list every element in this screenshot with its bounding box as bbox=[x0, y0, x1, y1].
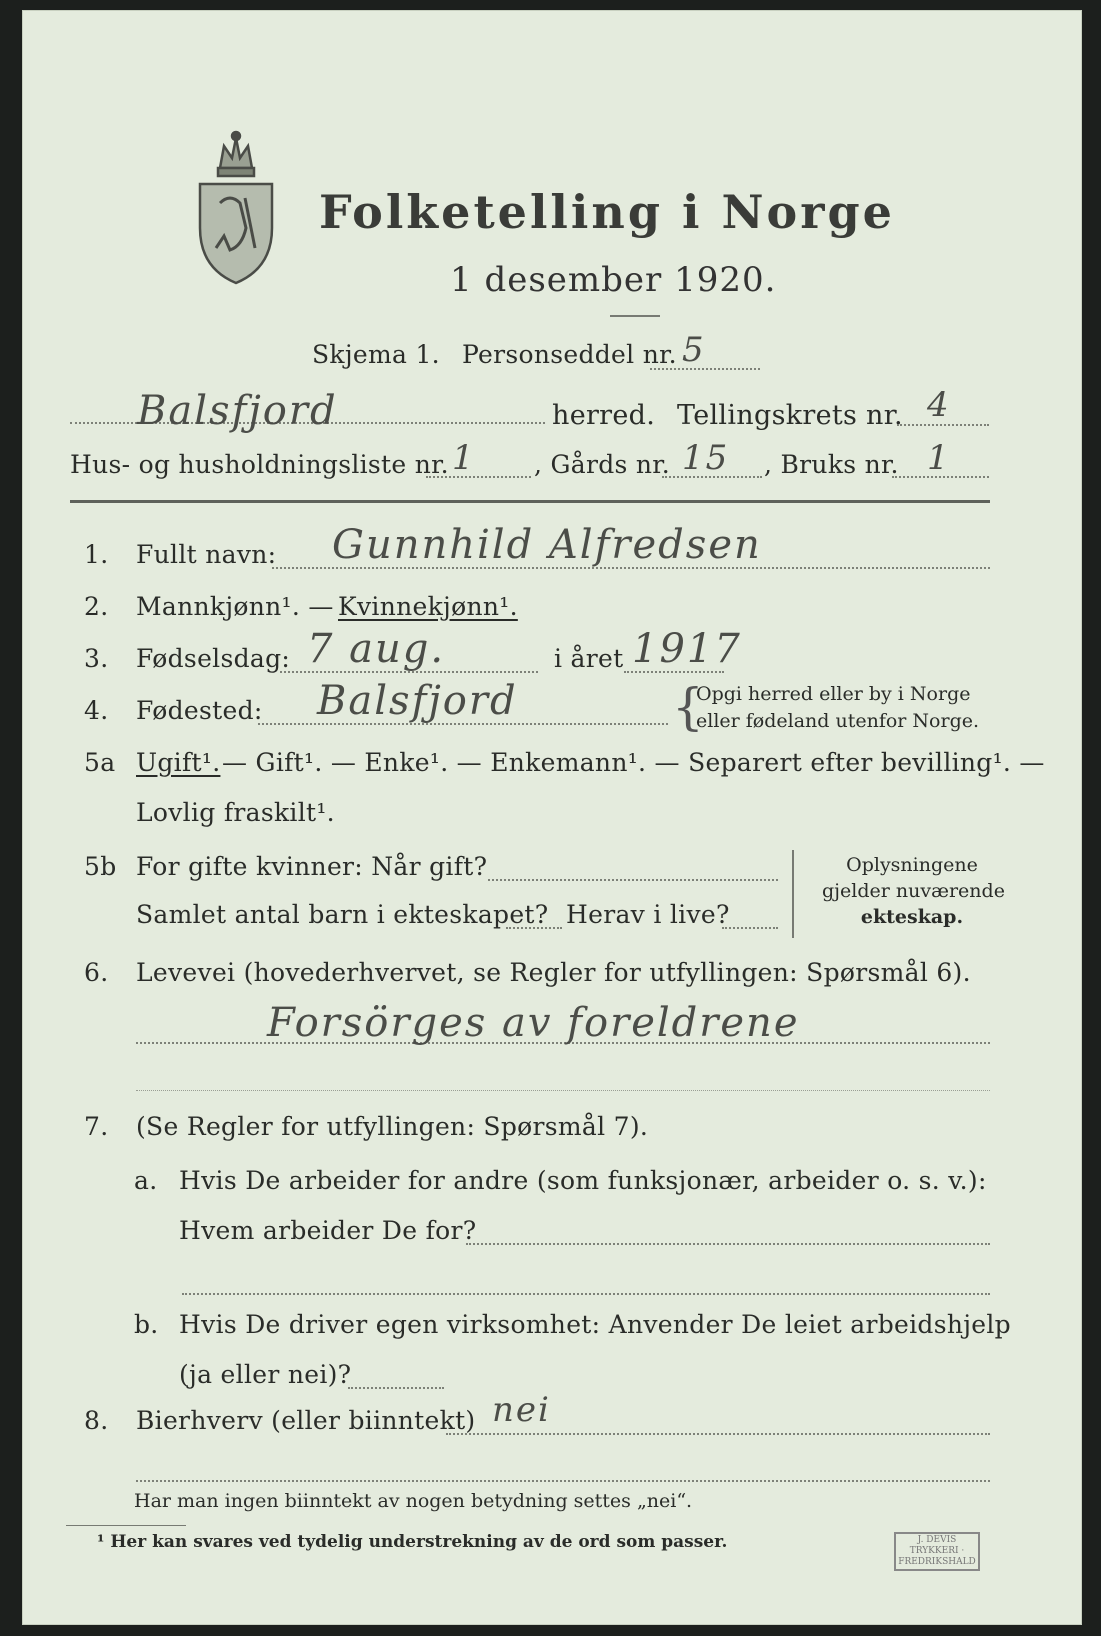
q7b-text: Hvis De driver egen virksomhet: Anvender De leiet arbeidshjelp bbox=[179, 1310, 1011, 1339]
occupation-value: Forsörges av foreldrene bbox=[267, 1000, 800, 1046]
q5b-note-2: gjelder nuværende bbox=[822, 880, 1005, 902]
census-date: 1 desember 1920. bbox=[450, 260, 777, 300]
q4-number: 4. bbox=[84, 696, 109, 725]
personseddel-label: Personseddel nr. bbox=[462, 340, 677, 369]
q5b-number: 5b bbox=[84, 852, 117, 881]
q4-label: Fødested: bbox=[136, 696, 263, 725]
q7b-letter: b. bbox=[134, 1310, 159, 1339]
footnote: ¹ Her kan svares ved tydelig understrekning av de ord som passer. bbox=[97, 1532, 728, 1552]
q7a-letter: a. bbox=[134, 1166, 158, 1195]
birthplace-note-1: Opgi herred eller by i Norge bbox=[696, 683, 971, 705]
personseddel-value: 5 bbox=[682, 330, 706, 370]
hus-value: 1 bbox=[452, 438, 476, 478]
nei-note: Har man ingen biinntekt av nogen betydning settes „nei“. bbox=[134, 1490, 693, 1512]
q6-label: Levevei (hovederhvervet, se Regler for utfyllingen: Spørsmål 6). bbox=[136, 958, 971, 987]
q1-number: 1. bbox=[84, 540, 109, 569]
q7b-question: (ja eller nei)? bbox=[179, 1360, 352, 1389]
header-divider bbox=[70, 500, 990, 503]
bruks-label: , Bruks nr. bbox=[764, 450, 899, 479]
skjema-label: Skjema 1. bbox=[312, 340, 440, 369]
lovlig-fraskilt-option: Lovlig fraskilt¹. bbox=[136, 798, 335, 827]
male-option: Mannkjønn¹. — bbox=[136, 592, 334, 621]
year-label: i året bbox=[554, 644, 624, 673]
tellingskrets-value: 4 bbox=[927, 385, 951, 425]
birthplace-note-2: eller fødeland utenfor Norge. bbox=[696, 710, 980, 732]
census-form: Folketelling i Norge 1 desember 1920. Skjema 1. Personseddel nr. 5 Balsfjord herred. Tellingskrets nr. 4 Hus- og husholdningsliste nr. 1 , Gårds nr. 15 , Bruks nr. 1 1. Fullt navn: Gunnhild Alfredsen 2. Mannkjønn¹. — Kvinnekjønn¹. 3. Fødselsdag: 7 aug. i året 1917 4. Fødested: Balsfjord { Opgi herred eller by i Norge eller fødeland utenfor Norge. 5a Ugift¹. — Gift¹. — Enke¹. — Enkemann¹. — Separert efter bevilling¹. — Lovlig fraskilt¹. 5b For gifte kvinner: Når gift? Samlet antal barn i ekteskapet? Herav i live? Oplysningene gjelder nuværende ekteskap. 6. Levevei (hovederhvervet, se Regler for utfyllingen: Spørsmål 6). Forsörges av foreldrene 7. (Se Regler for utfyllingen: Spørsmål 7). a. Hvis De arbeider for andre (som funksjonær, arbeider o. s. v.): Hvem arbeider De for? b. Hvis De driver egen virksomhet: Anvender De leiet arbeidshjelp (ja eller nei)? 8. Bierhverv (eller biinntekt) nei Har man ingen biinntekt av nogen betydning settes „nei“. ¹ Her kan svares ved tydelig understrekning av de ord som passer. J. DEVIS TRYKKERI · FREDRIKSHALD bbox=[22, 10, 1082, 1625]
marital-options: — Gift¹. — Enke¹. — Enkemann¹. — Separert efter bevilling¹. — bbox=[222, 748, 1045, 777]
q2-number: 2. bbox=[84, 592, 109, 621]
q5b-children-label: Samlet antal barn i ekteskapet? bbox=[136, 900, 549, 929]
birthplace-value: Balsfjord bbox=[317, 678, 518, 724]
coat-of-arms-icon bbox=[190, 128, 282, 288]
birth-year-value: 1917 bbox=[632, 626, 742, 672]
q7-label: (Se Regler for utfyllingen: Spørsmål 7). bbox=[136, 1112, 649, 1141]
birthday-value: 7 aug. bbox=[307, 626, 446, 672]
bruks-value: 1 bbox=[927, 438, 951, 478]
side-income-value: nei bbox=[492, 1390, 551, 1430]
hus-label: Hus- og husholdningsliste nr. bbox=[70, 450, 449, 479]
form-title: Folketelling i Norge bbox=[319, 185, 895, 239]
q7a-text: Hvis De arbeider for andre (som funksjonær, arbeider o. s. v.): bbox=[179, 1166, 987, 1195]
gards-value: 15 bbox=[682, 438, 730, 478]
female-option: Kvinnekjønn¹. bbox=[338, 592, 518, 621]
q7a-question: Hvem arbeider De for? bbox=[179, 1216, 477, 1245]
printer-stamp: J. DEVIS TRYKKERI · FREDRIKSHALD bbox=[894, 1532, 980, 1571]
tellingskrets-label: Tellingskrets nr. bbox=[677, 400, 903, 431]
q1-label: Fullt navn: bbox=[136, 540, 277, 569]
q8-label: Bierhverv (eller biinntekt) bbox=[136, 1406, 476, 1435]
full-name-value: Gunnhild Alfredsen bbox=[332, 522, 762, 568]
q5b-note-3: ekteskap. bbox=[860, 906, 964, 928]
q5b-note-1: Oplysningene bbox=[846, 854, 978, 876]
title-rule bbox=[610, 315, 660, 317]
q7-number: 7. bbox=[84, 1112, 109, 1141]
q5b-line1: For gifte kvinner: Når gift? bbox=[136, 852, 488, 881]
q3-label: Fødselsdag: bbox=[136, 644, 291, 673]
q5a-number: 5a bbox=[84, 748, 116, 777]
herred-label: herred. bbox=[552, 400, 656, 431]
herred-value: Balsfjord bbox=[137, 388, 338, 434]
q3-number: 3. bbox=[84, 644, 109, 673]
q6-number: 6. bbox=[84, 958, 109, 987]
gards-label: , Gårds nr. bbox=[534, 450, 671, 479]
q5b-alive-label: Herav i live? bbox=[566, 900, 730, 929]
q8-number: 8. bbox=[84, 1406, 109, 1435]
ugift-option: Ugift¹. bbox=[136, 748, 221, 777]
